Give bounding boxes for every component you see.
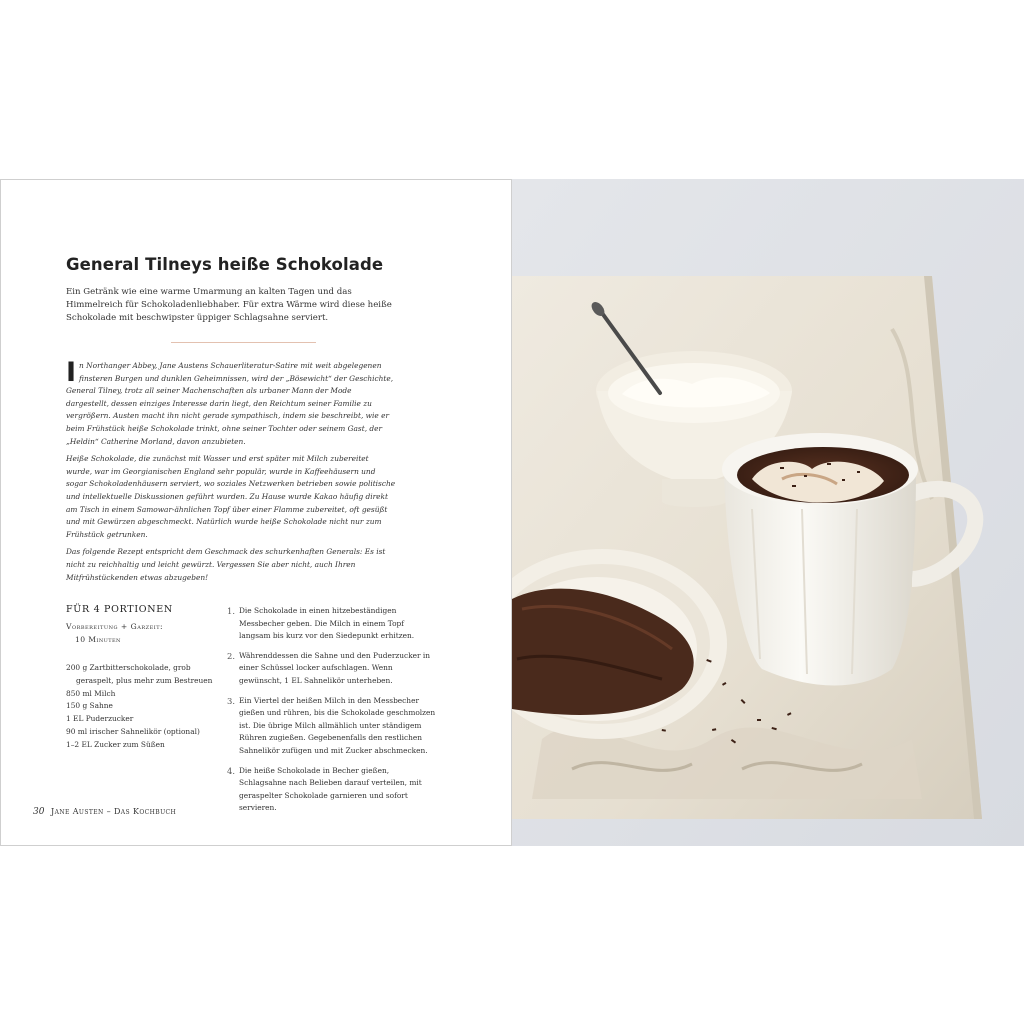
- servings-heading: FÜR 4 PORTIONEN: [66, 604, 173, 615]
- step-number: 2.: [227, 650, 235, 661]
- step-text: Ein Viertel der heißen Milch in den Messbecher gießen und rühren, bis die Schokolade geschmolzen ist. Die übrige Milch allmählich unter ständigem Rühren zugießen. Gegebenenfalls den restlichen Sahnelikör zufügen und mit Zucker abschmecken.: [239, 695, 436, 755]
- ingredient-item: 850 ml Milch: [66, 688, 116, 698]
- time-value: 10 Minuten: [75, 635, 121, 644]
- ingredient-item: 1–2 EL Zucker zum Süßen: [66, 739, 165, 749]
- page-number: 30: [33, 807, 45, 817]
- recipe-intro: Ein Getränk wie eine warme Umarmung an kalten Tagen und das Himmelreich für Schokoladenliebhaber. Für extra Wärme wird diese heiße Schokolade mit beschwipster üppiger Schlagsahne serviert.: [66, 287, 392, 323]
- step-item: [227, 695, 437, 758]
- recipe-title: General Tilneys heiße Schokolade: [66, 255, 384, 274]
- step-text: Die Schokolade in einen hitzebeständigen Messbecher geben. Die Milch in einem Topf langsam bis kurz vor den Siedepunkt erhitzen.: [239, 606, 415, 641]
- ingredient-item: geraspelt, plus mehr zum Bestreuen: [76, 675, 213, 685]
- time-label: Vorbereitung + Garzeit:: [66, 622, 164, 631]
- step-number: 4.: [227, 765, 235, 776]
- ingredient-item: 150 g Sahne: [66, 701, 113, 711]
- step-number: 1.: [227, 606, 235, 616]
- page-footer: [33, 807, 176, 817]
- right-page-photo: [512, 179, 1024, 846]
- step-number: 3.: [227, 695, 235, 706]
- story-paragraph-3: Das folgende Rezept entspricht dem Geschmack des schurkenhaften Generals: Es ist nicht zu reichhaltig und leicht gewürzt. Vergessen Sie aber nicht, auch Ihren Mitfrühstückenden etwas abzugeben!: [66, 547, 386, 582]
- divider: [171, 342, 316, 343]
- drop-cap: I: [66, 357, 77, 388]
- steps-list: [227, 605, 437, 822]
- hot-chocolate-photo: [512, 179, 1024, 846]
- ingredients-list: [66, 662, 226, 752]
- book-title: Jane Austen – Das Kochbuch: [51, 807, 177, 816]
- step-item: [227, 605, 437, 643]
- step-item: [227, 765, 437, 815]
- ingredient-item: 1 EL Puderzucker: [66, 714, 134, 724]
- ingredient-item: 200 g Zartbitterschokolade, grob: [66, 663, 191, 672]
- story-text: [66, 357, 396, 589]
- story-paragraph-2: Heiße Schokolade, die zunächst mit Wasser und erst später mit Milch zubereitet wurde, war im Georgianischen England sehr populär, wurde in Kaffeehäusern und sogar Schokoladenhäusern serviert, wo soziales Netzwerken betrieben sowie politische und intellektuelle Diskussionen geführt wurden. Zu Hause wurde Kakao häufig direkt am Tisch in einem Samowar-ähnlichen Topf über einer Flamme zubereitet, oft gesüßt und mit Gewürzen abgeschmeckt. Natürlich wurde heiße Schokolade nicht nur zum Frühstück getrunken.: [66, 454, 396, 539]
- left-page: [0, 179, 512, 846]
- step-text: Die heiße Schokolade in Becher gießen, Schlagsahne nach Belieben darauf verteilen, mit geraspelter Schokolade garnieren und sofort servieren.: [239, 765, 422, 813]
- step-item: [227, 650, 437, 688]
- step-text: Währenddessen die Sahne und den Puderzucker in einer Schüssel locker aufschlagen. Wenn gewünscht, 1 EL Sahnelikör unterheben.: [239, 650, 431, 685]
- story-paragraph-1: In Northanger Abbey, Jane Austens Schauerliteratur-Satire mit weit abgelegenen finsteren Burgen und dunklen Geheimnissen, wird der „Bösewicht“ der Geschichte, General Tilney, trotz all seiner Machenschaften als urbaner Mann der Mode dargestellt, dessen einziges Interesse darin liegt, den Reichtum seiner Familie zu vergrößern. Austen macht ihn nicht gerade sympathisch, indem sie beschreibt, wie er beim Frühstück heiße Schokolade trinkt, ohne seiner Tochter oder seinem Gast, der „Heldin“ Catherine Morland, davon anzubieten.: [66, 357, 394, 446]
- book-spread: [0, 179, 1024, 846]
- ingredient-item: 90 ml irischer Sahnelikör (optional): [66, 726, 200, 736]
